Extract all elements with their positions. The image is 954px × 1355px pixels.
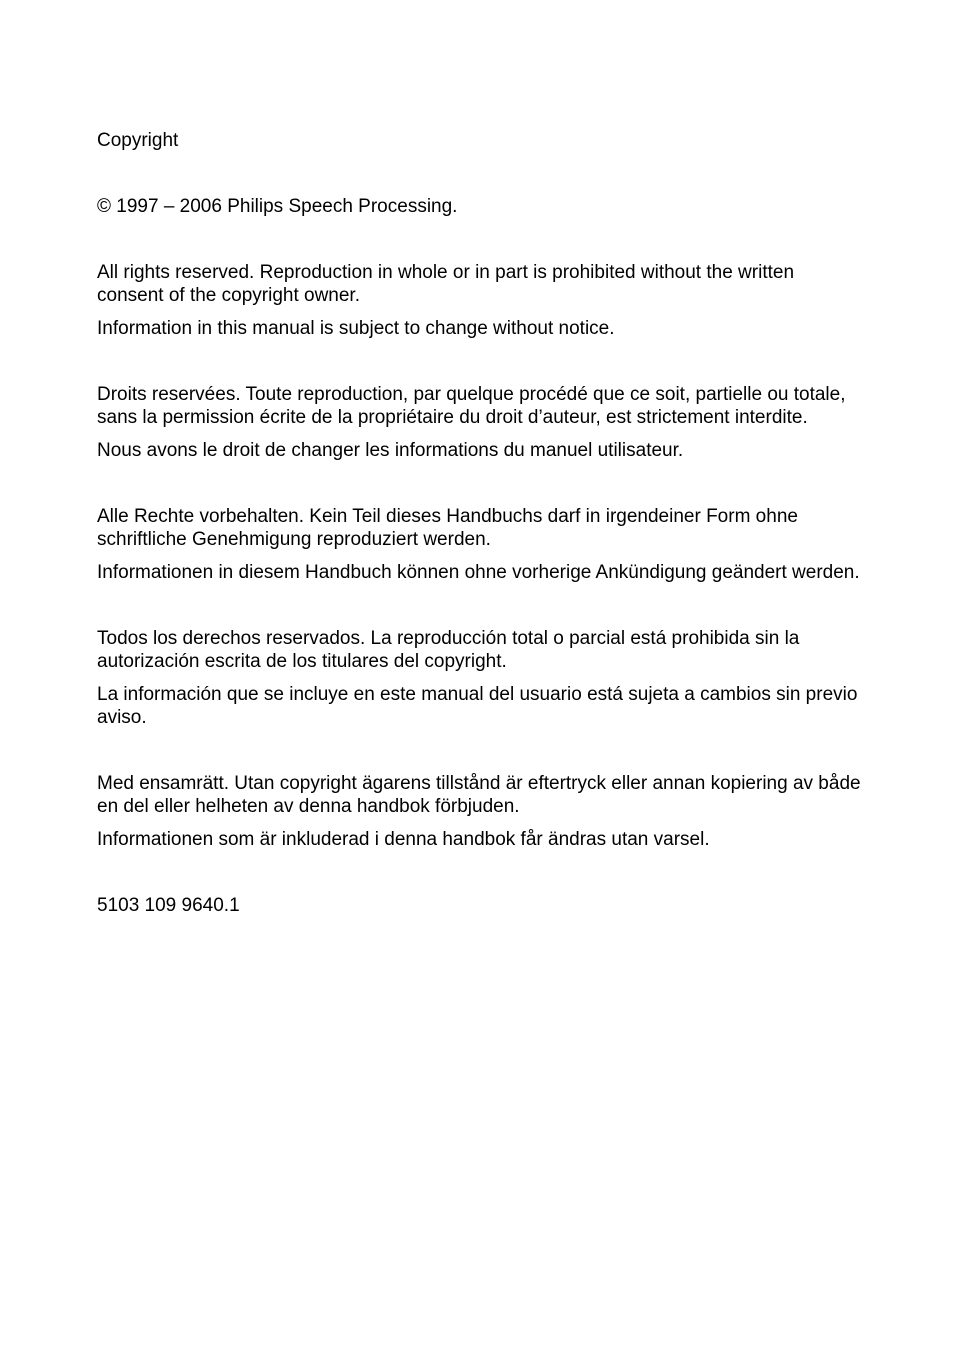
page-title: Copyright bbox=[97, 130, 179, 151]
rights-statement-german: Alle Rechte vorbehalten. Kein Teil dieses Handbuchs darf in irgendeiner Form ohne schriftliche Genehmigung reproduziert werden. bbox=[97, 506, 798, 550]
section-german bbox=[97, 505, 862, 584]
rights-statement-swedish: Med ensamrätt. Utan copyright ägarens tillstånd är eftertryck eller annan kopiering av både en del eller helheten av denna handbok förbjuden. bbox=[97, 773, 861, 817]
change-notice-spanish: La información que se incluye en este manual del usuario está sujeta a cambios sin previo aviso. bbox=[97, 684, 858, 728]
rights-statement-french: Droits reservées. Toute reproduction, par quelque procédé que ce soit, partielle ou totale, sans la permission écrite de la propriétaire du droit d’auteur, est strictement interdite. bbox=[97, 384, 846, 428]
page-content bbox=[97, 129, 862, 917]
section-french bbox=[97, 383, 862, 462]
change-notice-english: Information in this manual is subject to change without notice. bbox=[97, 318, 615, 339]
section-swedish bbox=[97, 772, 862, 851]
section-spanish bbox=[97, 627, 862, 729]
section-english bbox=[97, 261, 862, 340]
change-notice-german: Informationen in diesem Handbuch können ohne vorherige Ankündigung geändert werden. bbox=[97, 562, 860, 583]
rights-statement-spanish: Todos los derechos reservados. La reproducción total o parcial está prohibida sin la autorización escrita de los titulares del copyright. bbox=[97, 628, 800, 672]
document-number: 5103 109 9640.1 bbox=[97, 895, 240, 916]
change-notice-swedish: Informationen som är inkluderad i denna handbok får ändras utan varsel. bbox=[97, 829, 710, 850]
copyright-notice bbox=[97, 195, 862, 218]
change-notice-french: Nous avons le droit de changer les informations du manuel utilisateur. bbox=[97, 440, 684, 461]
rights-statement-english: All rights reserved. Reproduction in whole or in part is prohibited without the written consent of the copyright owner. bbox=[97, 262, 795, 306]
copyright-line: © 1997 – 2006 Philips Speech Processing. bbox=[97, 196, 458, 217]
